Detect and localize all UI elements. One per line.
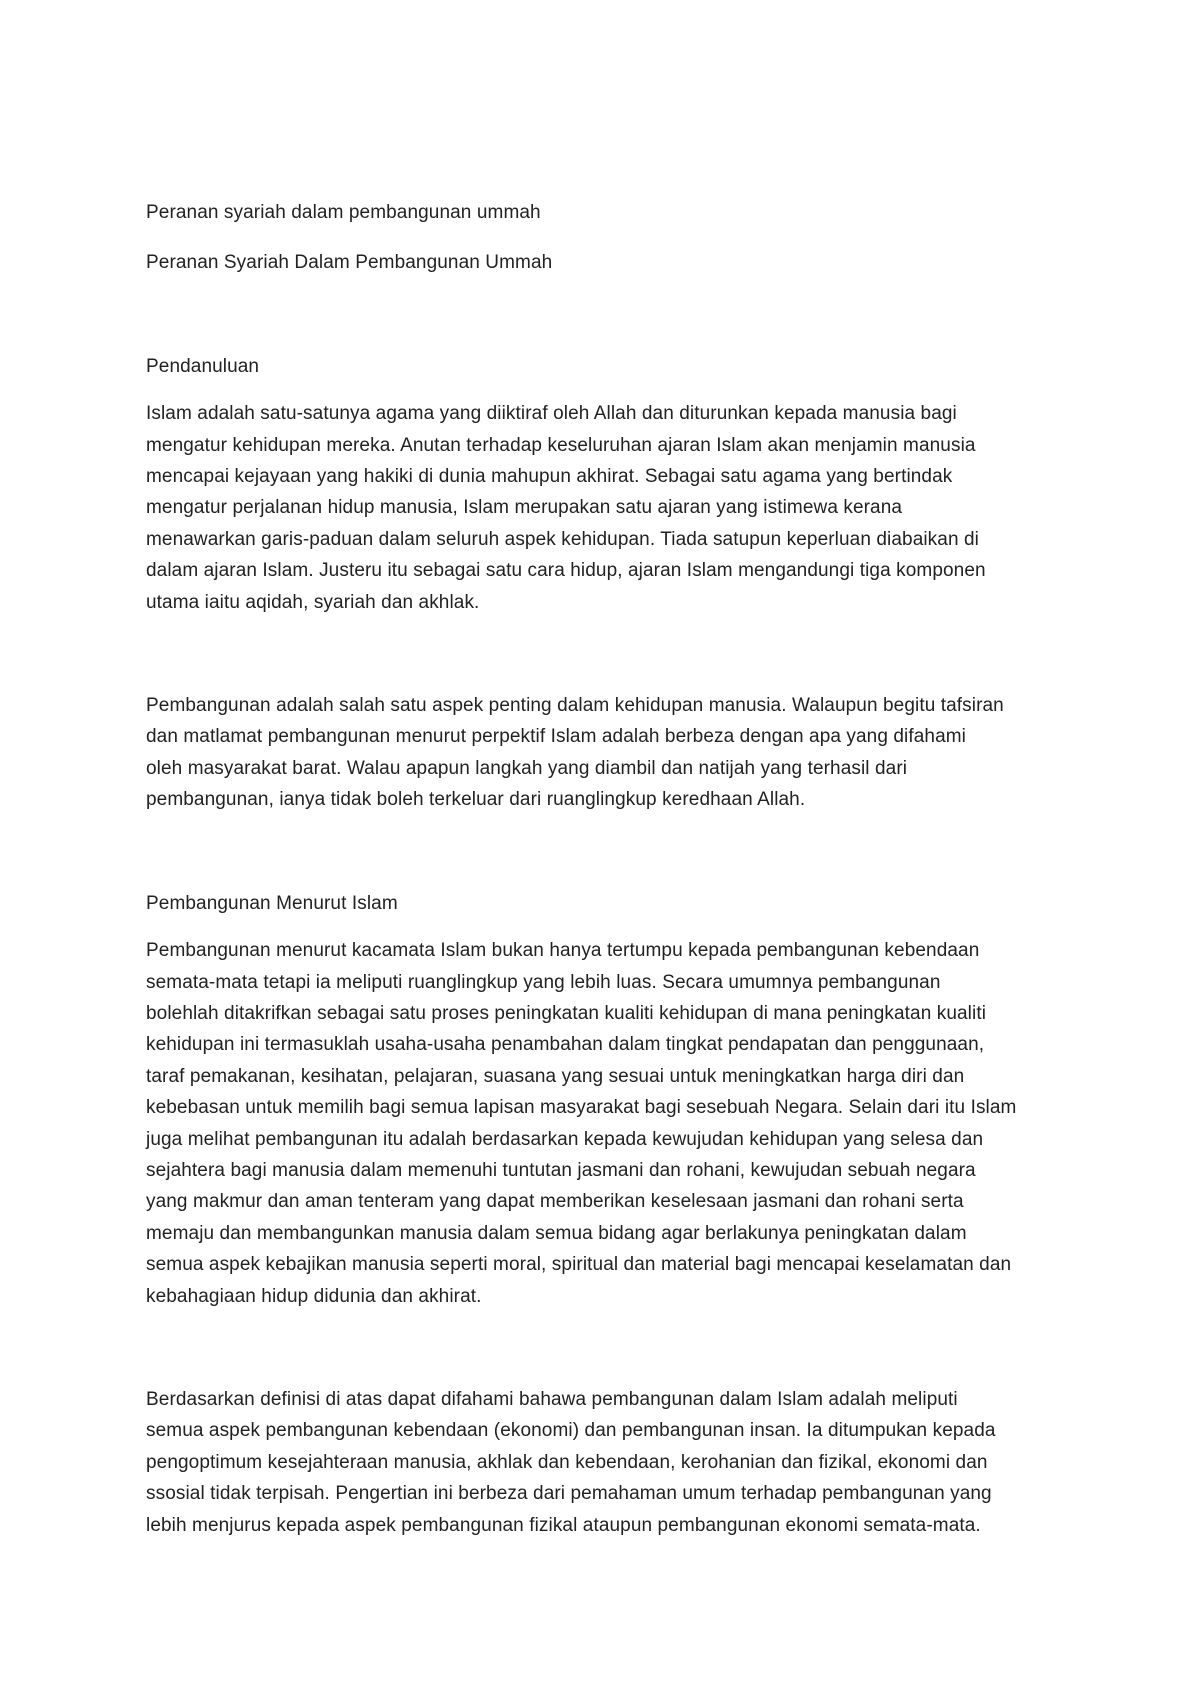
- paragraph-line: mengatur perjalanan hidup manusia, Islam merupakan satu ajaran yang istimewa kerana: [146, 497, 903, 519]
- paragraph-line: semata-mata tetapi ia meliputi ruanglingkup yang lebih luas. Secara umumnya pembangunan: [146, 971, 941, 993]
- paragraph-line: semua aspek kebajikan manusia seperti moral, spiritual dan material bagi mencapai keselamatan dan: [146, 1254, 1012, 1276]
- section-heading-development: Pembangunan Menurut Islam: [146, 892, 398, 914]
- paragraph-line: ssosial tidak terpisah. Pengertian ini berbeza dari pemahaman umum terhadap pembangunan yang: [146, 1483, 992, 1505]
- paragraph-line: dalam ajaran Islam. Justeru itu sebagai satu cara hidup, ajaran Islam mengandungi tiga komponen: [146, 560, 986, 582]
- paragraph-line: Pembangunan menurut kacamata Islam bukan hanya tertumpu kepada pembangunan kebendaan: [146, 940, 980, 962]
- document-title-line-2: Peranan Syariah Dalam Pembangunan Ummah: [146, 252, 553, 274]
- paragraph-line: memaju dan membangunkan manusia dalam semua bidang agar berlakunya peningkatan dalam: [146, 1222, 967, 1244]
- paragraph-line: mencapai kejayaan yang hakiki di dunia mahupun akhirat. Sebagai satu agama yang bertindak: [146, 466, 953, 488]
- paragraph-line: sejahtera bagi manusia dalam memenuhi tuntutan jasmani dan rohani, kewujudan sebuah negara: [146, 1159, 976, 1181]
- paragraph-line: Islam adalah satu-satunya agama yang diiktiraf oleh Allah dan diturunkan kepada manusia bagi: [146, 403, 957, 425]
- paragraph-spacer: [146, 618, 1086, 690]
- paragraph-line: menawarkan garis-paduan dalam seluruh aspek kehidupan. Tiada satupun keperluan diabaikan di: [146, 528, 979, 550]
- paragraph-2: [146, 690, 1086, 816]
- paragraph-line: bolehlah ditakrifkan sebagai satu proses peningkatan kualiti kehidupan di mana peningkatan kualiti: [146, 1002, 987, 1024]
- paragraph-line: semua aspek pembangunan kebendaan (ekonomi) dan pembangunan insan. Ia ditumpukan kepada: [146, 1420, 996, 1442]
- paragraph-line: juga melihat pembangunan itu adalah berdasarkan kepada kewujudan kehidupan yang selesa dan: [146, 1128, 984, 1150]
- paragraph-line: mengatur kehidupan mereka. Anutan terhadap keseluruhan ajaran Islam akan menjamin manusia: [146, 434, 976, 456]
- paragraph-3: [146, 935, 1086, 1312]
- paragraph-line: kebebasan untuk memilih bagi semua lapisan masyarakat bagi sesebuah Negara. Selain dari itu Islam: [146, 1097, 1017, 1119]
- paragraph-4: [146, 1384, 1086, 1541]
- paragraph-1: [146, 398, 1086, 618]
- paragraph-line: kehidupan ini termasuklah usaha-usaha penambahan dalam tingkat pendapatan dan penggunaan,: [146, 1034, 985, 1056]
- paragraph-line: oleh masyarakat barat. Walau apapun langkah yang diambil dan natijah yang terhasil dari: [146, 757, 908, 779]
- paragraph-line: taraf pemakanan, kesihatan, pelajaran, suasana yang sesuai untuk meningkatkan harga diri dan: [146, 1065, 965, 1087]
- document-body: [146, 197, 1086, 1541]
- document-title-line-1: Peranan syariah dalam pembangunan ummah: [146, 202, 541, 223]
- paragraph-spacer: [146, 1312, 1086, 1384]
- paragraph-line: kebahagiaan hidup didunia dan akhirat.: [146, 1285, 482, 1307]
- paragraph-line: yang makmur dan aman tenteram yang dapat memberikan keselesaan jasmani dan rohani serta: [146, 1191, 964, 1213]
- paragraph-line: lebih menjurus kepada aspek pembangunan fizikal ataupun pembangunan ekonomi semata-mata.: [146, 1514, 981, 1536]
- paragraph-line: utama iaitu aqidah, syariah dan akhlak.: [146, 591, 480, 613]
- paragraph-line: Berdasarkan definisi di atas dapat difahami bahawa pembangunan dalam Islam adalah meliputi: [146, 1388, 958, 1410]
- paragraph-line: dan matlamat pembangunan menurut perpektif Islam adalah berbeza dengan apa yang difahami: [146, 726, 967, 748]
- section-heading-introduction: Pendanuluan: [146, 355, 260, 377]
- paragraph-line: Pembangunan adalah salah satu aspek penting dalam kehidupan manusia. Walaupun begitu tafsiran: [146, 695, 1004, 717]
- paragraph-line: pengoptimum kesejahteraan manusia, akhlak dan kebendaan, kerohanian dan fizikal, ekonomi dan: [146, 1451, 988, 1473]
- paragraph-line: pembangunan, ianya tidak boleh terkeluar dari ruanglingkup keredhaan Allah.: [146, 789, 806, 811]
- paragraph-spacer: [146, 816, 1086, 888]
